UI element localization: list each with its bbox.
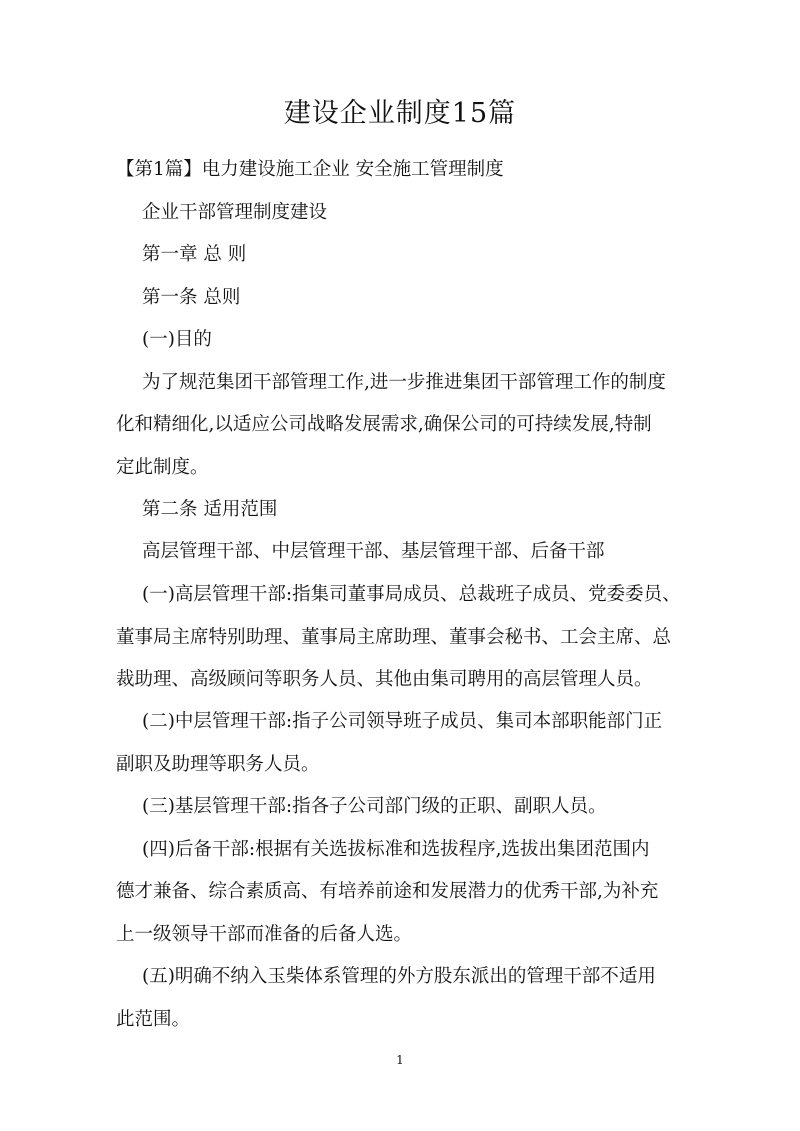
paragraph-line: 为了规范集团干部管理工作,进一步推进集团干部管理工作的制度 <box>142 372 666 393</box>
chapter-heading: 第一章 总 则 <box>142 244 247 265</box>
paragraph-line: 德才兼备、综合素质高、有培养前途和发展潜力的优秀干部,为补充 <box>116 881 659 902</box>
page-number: 1 <box>396 1053 404 1067</box>
paragraph-line: 副职及助理等职务人员。 <box>116 754 320 775</box>
paragraph-line: (四)后备干部:根据有关选拔标准和选拔程序,选拔出集团范围内 <box>142 839 650 860</box>
paragraph-line: 此范围。 <box>116 1009 191 1030</box>
paragraph-line: (一)高层管理干部:指集司董事局成员、总裁班子成员、党委委员、 <box>142 584 681 605</box>
paragraph-line: 定此制度。 <box>116 457 209 478</box>
section-heading: 企业干部管理制度建设 <box>142 202 328 223</box>
paragraph-line: (二)中层管理干部:指子公司领导班子成员、集司本部职能部门正 <box>142 711 663 732</box>
clause-heading: 第二条 适用范围 <box>142 499 278 520</box>
paragraph-line: 高层管理干部、中层管理干部、基层管理干部、后备干部 <box>142 541 605 562</box>
paragraph-line: 裁助理、高级顾问等职务人员、其他由集司聘用的高层管理人员。 <box>116 669 653 690</box>
document-title: 建设企业制度15篇 <box>283 98 517 129</box>
article-heading: 【第1篇】电力建设施工企业 安全施工管理制度 <box>116 159 504 180</box>
clause-heading: 第一条 总则 <box>142 287 241 308</box>
paragraph-line: (五)明确不纳入玉柴体系管理的外方股东派出的管理干部不适用 <box>142 966 656 987</box>
paragraph-line: 董事局主席特别助理、董事局主席助理、董事会秘书、工会主席、总 <box>116 627 672 648</box>
paragraph-line: 上一级领导干部而准备的后备人选。 <box>116 924 413 945</box>
paragraph-line: 化和精细化,以适应公司战略发展需求,确保公司的可持续发展,特制 <box>116 414 652 435</box>
subsection-heading: (一)目的 <box>142 329 212 350</box>
paragraph-line: (三)基层管理干部:指各子公司部门级的正职、副职人员。 <box>142 796 607 817</box>
